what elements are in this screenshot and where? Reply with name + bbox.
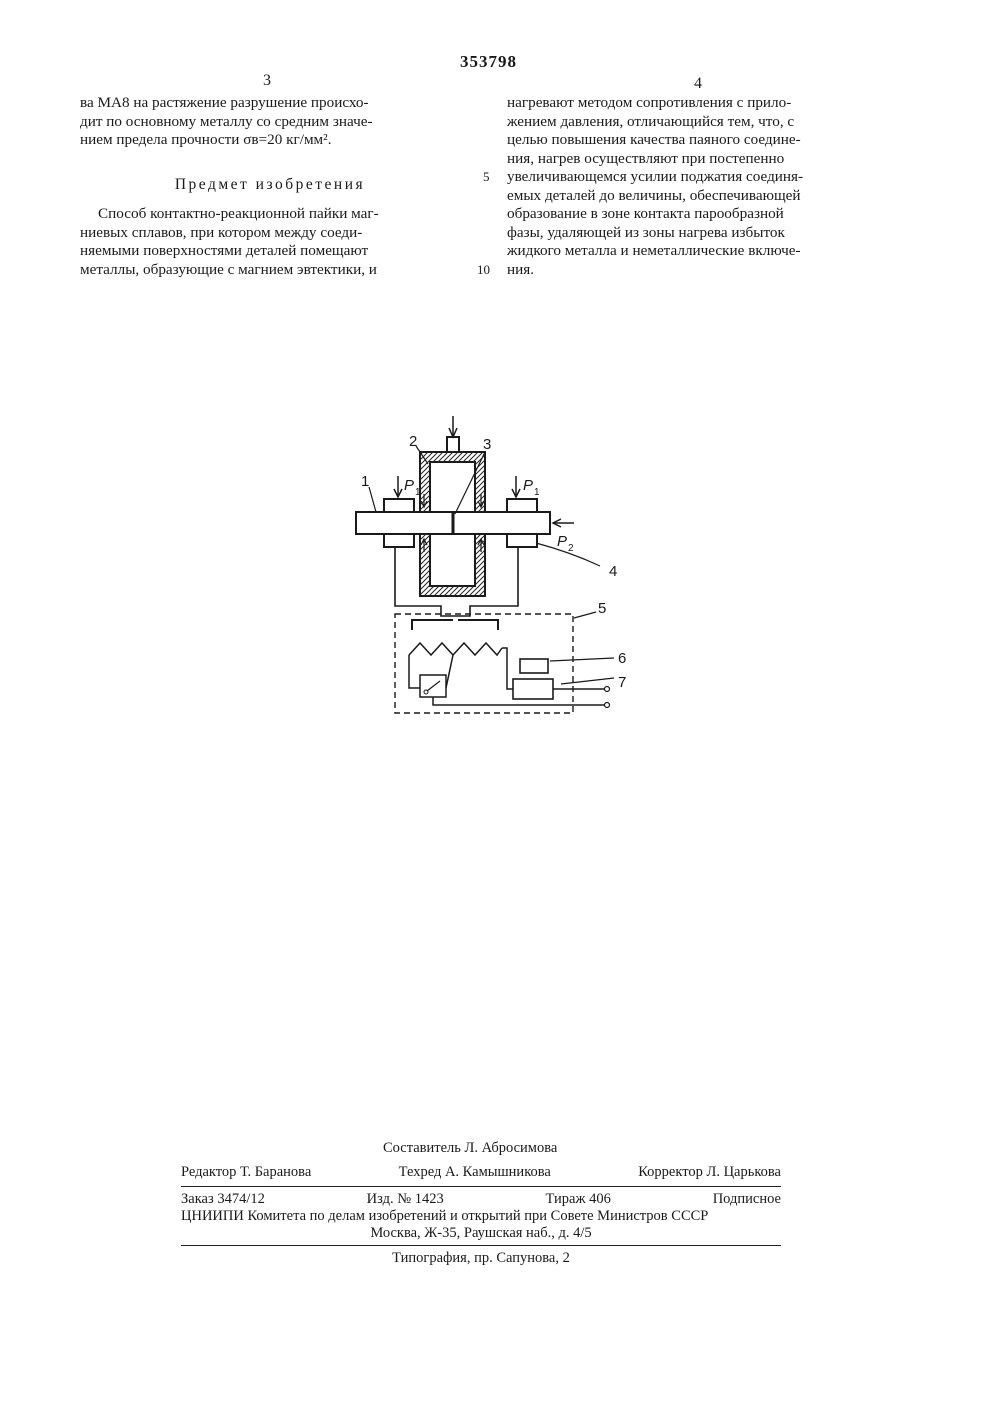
section-heading: Предмет изобретения <box>174 176 366 193</box>
text-line: увеличивающемся усилии поджатия соединя- <box>507 168 804 185</box>
label-p1-left: P <box>404 477 415 494</box>
label-3: 3 <box>483 436 492 453</box>
footer-divider-bottom <box>181 1245 781 1246</box>
editor: Редактор Т. Баранова <box>181 1164 312 1180</box>
label-1: 1 <box>361 473 370 490</box>
label-5: 5 <box>598 600 607 617</box>
circulation: Тираж 406 <box>545 1191 611 1207</box>
primary-winding <box>409 643 502 655</box>
org-line-1: ЦНИИПИ Комитета по делам изобретений и открытий при Совете Министров СССР <box>181 1208 709 1224</box>
text-line: нагревают методом сопротивления с прило- <box>507 94 792 111</box>
label-p2-sub: 2 <box>568 543 574 554</box>
clamp-leads <box>395 547 518 616</box>
text-line: жением давления, отличающийся тем, что, с <box>507 112 795 130</box>
label-p1-right-sub: 1 <box>534 487 540 498</box>
text-line: ния. <box>507 260 535 278</box>
text-line: дит по основному металлу со средним значе- <box>80 112 373 130</box>
label-p2: P <box>557 533 568 550</box>
clamp-bottom-left <box>384 534 414 547</box>
order-row <box>181 1191 781 1208</box>
label-p1-left-sub: 1 <box>415 487 421 498</box>
edition: Изд. № 1423 <box>366 1191 444 1207</box>
text-line: емых деталей до величины, обеспечивающей <box>507 186 801 204</box>
corrector: Корректор Л. Царькова <box>638 1164 781 1180</box>
text-line: металлы, образующие с магнием эвтектики, и <box>80 260 377 278</box>
column-number-right: 4 <box>694 75 702 92</box>
label-2: 2 <box>409 433 418 450</box>
text-line: фазы, удаляющей из зоны нагрева избыток <box>507 223 785 241</box>
power-unit-enclosure <box>395 614 573 713</box>
text-line: образование в зоне контакта парообразной <box>507 205 784 222</box>
compiler: Составитель Л. Абросимова <box>383 1140 558 1156</box>
clamp-top-right <box>507 499 537 512</box>
printer: Типография, пр. Сапунова, 2 <box>392 1250 570 1266</box>
techred: Техред А. Камышникова <box>398 1164 551 1180</box>
footer-divider-top <box>181 1186 781 1187</box>
subscription: Подписное <box>712 1191 781 1207</box>
line-number-5: 5 <box>483 169 490 184</box>
label-7: 7 <box>618 674 627 691</box>
org-line-2: Москва, Ж-35, Раушская наб., д. 4/5 <box>370 1225 592 1241</box>
text-line: нием предела прочности σв=20 кг/мм². <box>80 131 332 148</box>
text-line: целью повышения качества паяного соедине- <box>507 131 801 148</box>
line-number-10: 10 <box>477 262 490 277</box>
text-line: ния, нагрев осуществляют при постепенно <box>507 149 785 167</box>
patent-number: 353798 <box>460 52 517 71</box>
label-p1-right: P <box>523 477 534 494</box>
controller-6 <box>520 659 548 673</box>
label-4: 4 <box>609 563 618 580</box>
text-line: жидкого металла и неметаллические включе- <box>507 242 801 259</box>
gas-nozzle <box>447 437 459 452</box>
column-number-left: 3 <box>263 72 271 89</box>
text-line: ниевых сплавов, при котором между соеди- <box>80 223 363 241</box>
text-line: Способ контактно-реакционной пайки маг- <box>98 205 379 222</box>
order: Заказ 3474/12 <box>181 1191 265 1207</box>
credits-row <box>181 1164 781 1181</box>
clamp-bottom-right <box>507 534 537 547</box>
text-line: ва МА8 на растяжение разрушение происхо- <box>80 94 369 111</box>
clamp-top-left <box>384 499 414 512</box>
label-6: 6 <box>618 650 627 667</box>
controller-7 <box>513 679 553 699</box>
text-line: няемыми поверхностями деталей помещают <box>80 242 369 259</box>
